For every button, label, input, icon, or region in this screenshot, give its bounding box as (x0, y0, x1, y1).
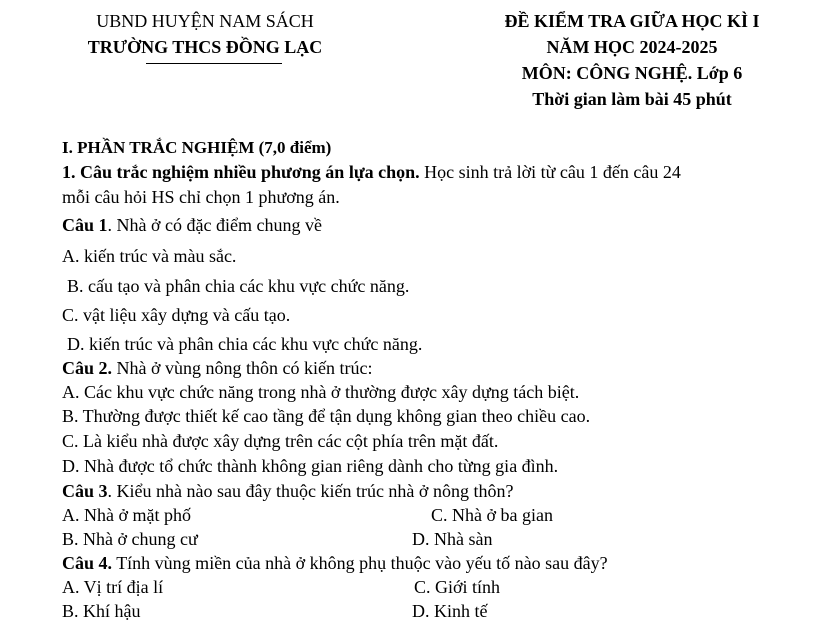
q4-option-d: D. Kinh tế (412, 601, 488, 621)
school-name: TRƯỜNG THCS ĐỒNG LẠC (87, 37, 323, 57)
question-3 (62, 480, 513, 502)
section-intro-rest: Học sinh trả lời từ câu 1 đến câu 24 (419, 162, 681, 182)
section-intro-line2: mỗi câu hỏi HS chỉ chọn 1 phương án. (62, 187, 340, 207)
q4-option-a: A. Vị trí địa lí (62, 577, 164, 597)
q2-option-c: C. Là kiểu nhà được xây dựng trên các cột phía trên mặt đất. (62, 431, 499, 451)
q2-option-a: A. Các khu vực chức năng trong nhà ở thường được xây dựng tách biệt. (62, 382, 580, 402)
question-2 (62, 357, 373, 379)
section-intro (62, 161, 681, 183)
q2-option-d: D. Nhà được tổ chức thành không gian riêng dành cho từng gia đình. (62, 456, 559, 476)
subject: MÔN: CÔNG NGHỆ. Lớp 6 (521, 63, 743, 83)
section-title: I. PHẦN TRẮC NGHIỆM (7,0 điểm) (62, 138, 332, 157)
question-1 (62, 214, 322, 236)
section-intro-bold: 1. Câu trắc nghiệm nhiều phương án lựa chọn. (62, 162, 420, 182)
q3-option-c: C. Nhà ở ba gian (431, 505, 553, 525)
q1-option-a: A. kiến trúc và màu sắc. (62, 246, 237, 266)
q3-option-b: B. Nhà ở chung cư (62, 529, 198, 549)
question-label: Câu 2. (62, 358, 113, 378)
duration: Thời gian làm bài 45 phút (532, 89, 732, 109)
district-name: UBND HUYỆN NAM SÁCH (96, 11, 314, 31)
header-left (50, 8, 360, 60)
q2-option-b: B. Thường được thiết kế cao tầng để tận dụng không gian theo chiều cao. (62, 406, 591, 426)
school-year: NĂM HỌC 2024-2025 (546, 37, 718, 57)
question-text: . Kiểu nhà nào sau đây thuộc kiến trúc nhà ở nông thôn? (107, 481, 514, 501)
question-text: Tính vùng miền của nhà ở không phụ thuộc vào yếu tố nào sau đây? (112, 553, 608, 573)
q1-option-c: C. vật liệu xây dựng và cấu tạo. (62, 305, 291, 325)
q1-option-b: B. cấu tạo và phân chia các khu vực chức năng. (67, 276, 410, 296)
q1-option-d: D. kiến trúc và phân chia các khu vực chức năng. (67, 334, 423, 354)
q4-option-b: B. Khí hậu (62, 601, 141, 621)
question-label: Câu 3 (62, 481, 108, 501)
question-label: Câu 4. (62, 553, 113, 573)
header-right (444, 8, 820, 112)
exam-title: ĐỀ KIỂM TRA GIỮA HỌC KÌ I (504, 11, 760, 31)
q3-option-a: A. Nhà ở mặt phố (62, 505, 191, 525)
question-label: Câu 1 (62, 215, 108, 235)
question-text: . Nhà ở có đặc điểm chung về (107, 215, 322, 235)
question-text: Nhà ở vùng nông thôn có kiến trúc: (112, 358, 373, 378)
question-4 (62, 552, 608, 574)
header-divider (146, 63, 282, 64)
q3-option-d: D. Nhà sàn (412, 529, 493, 549)
q4-option-c: C. Giới tính (414, 577, 501, 597)
